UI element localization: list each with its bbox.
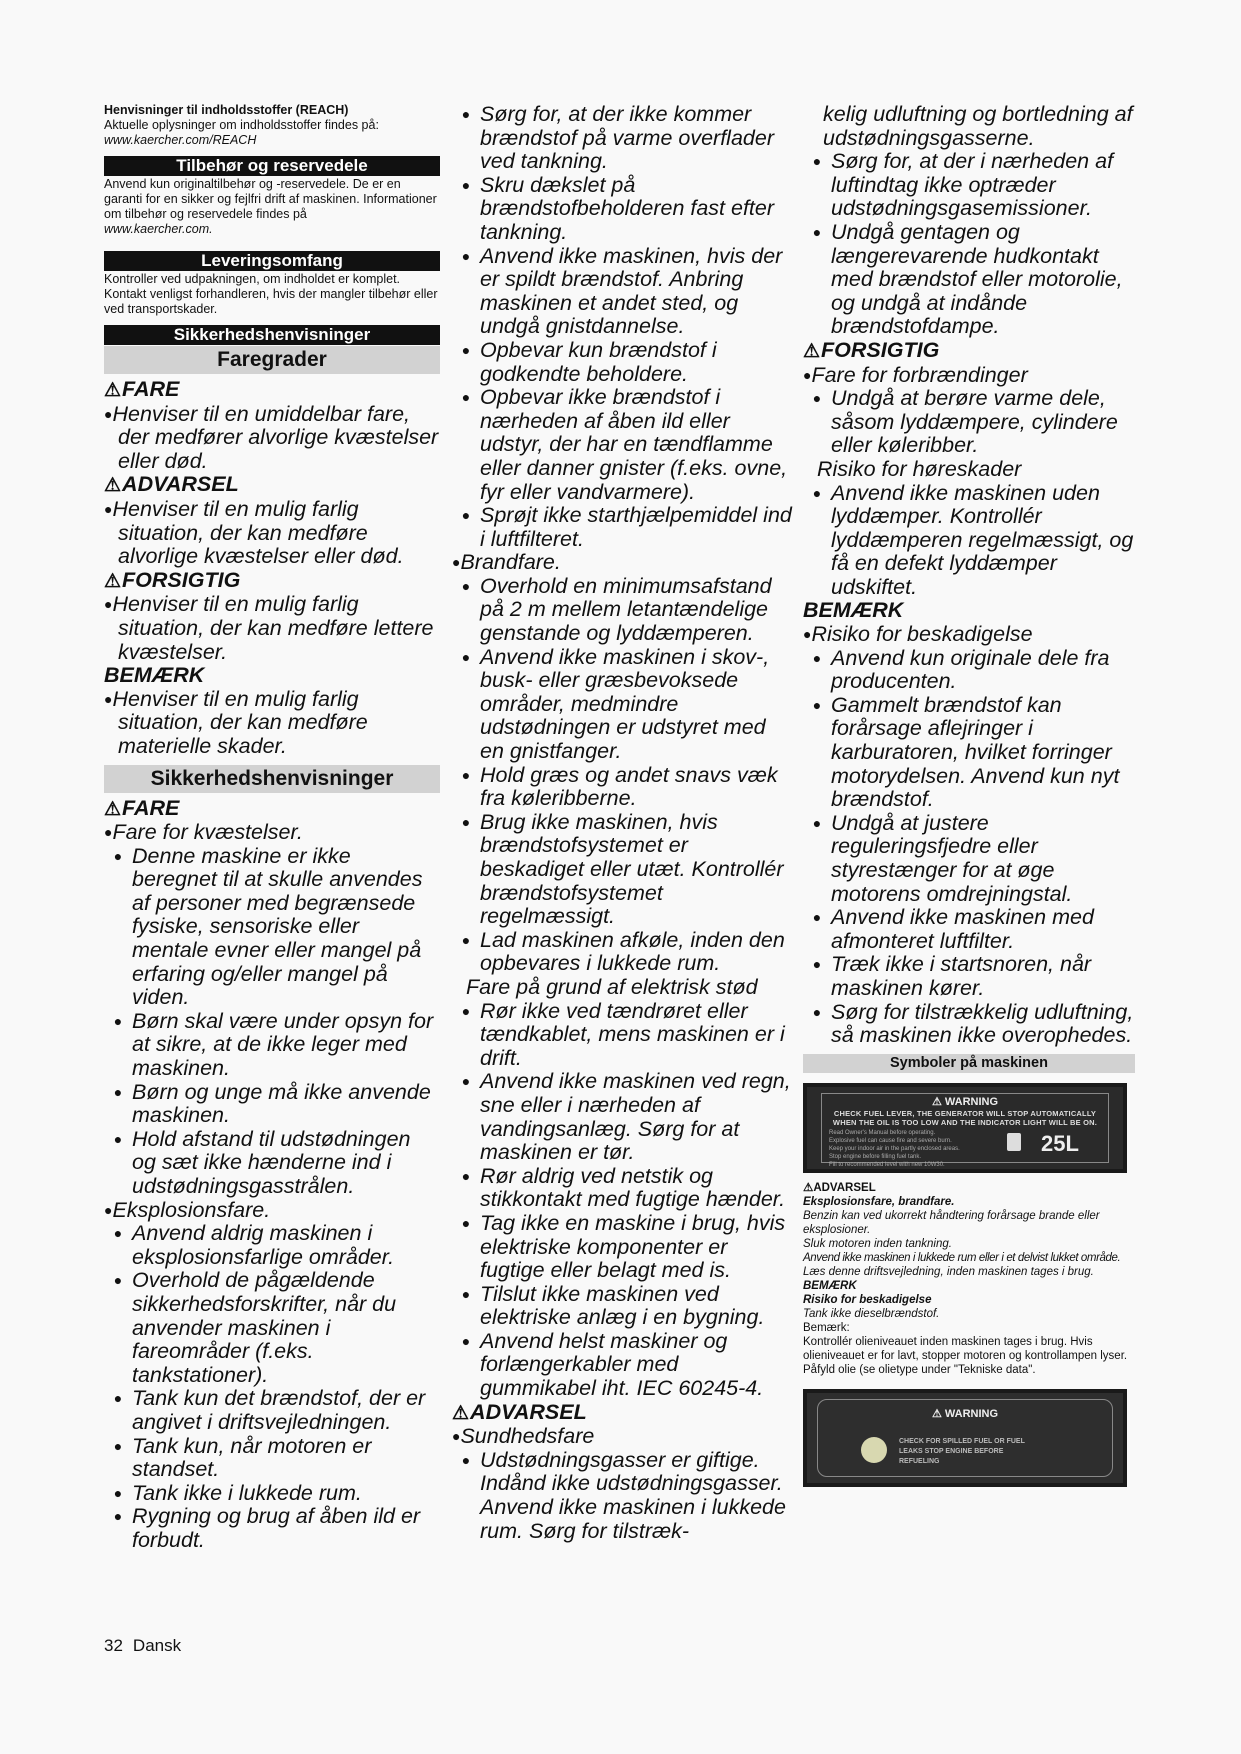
list-item: ● Anvend ikke maskinen uden lyddæmper. Kontrollér lyddæmperen regelmæssigt, og få en defekt lyddæmper udskiftet. [803, 482, 1145, 600]
sticker1-line: Benzin kan ved ukorrekt håndtering forårsage brande eller eksplosioner. [803, 1209, 1100, 1236]
list-item: ● Anvend ikke maskinen med afmonteret luftfilter. [803, 906, 1145, 953]
list-item: ● Lad maskinen afkøle, inden den opbevares i lukkede rum. [452, 929, 792, 976]
list-item: ● Overhold de pågældende sikkerhedsforskrifter, når du anvender maskinen i fareområder (f.eks. tankstationer). [104, 1269, 440, 1387]
column-1 [104, 103, 440, 1553]
bemaerk-text: ●Henviser til en mulig farlig situation, der kan medføre materielle skader. [104, 686, 368, 758]
warning-triangle-icon: ⚠ [803, 340, 821, 362]
damage-hazard: ●Risiko for beskadigelse [803, 622, 1033, 647]
continued-text: kelig udluftning og bortledning af udstødningsgasserne. [823, 102, 1133, 150]
sticker2-title: ⚠ WARNING [931, 1407, 999, 1420]
advarsel-label: ⚠ADVARSEL [104, 472, 239, 497]
list-item: ● Undgå at berøre varme dele, såsom lyddæmpere, cylindere eller køleribber. [803, 387, 1145, 458]
hazard-levels [104, 378, 440, 759]
list-item: ● Rør aldrig ved netstik og stikkontakt med fugtige hænder. [452, 1165, 792, 1212]
sticker1-diesel: Tank ikke dieselbrændstof. [803, 1307, 940, 1320]
list-item: ● Sørg for tilstrækkelig udluftning, så maskinen ikke overophedes. [803, 1001, 1145, 1048]
warning-triangle-icon: ⚠ [452, 1402, 470, 1424]
list-item: ● Denne maskine er ikke beregnet til at skulle anvendes af personer med begrænsede fysiske, sensoriske eller mentale evner eller mangel på erfaring og/eller mangel på viden. [104, 845, 440, 1010]
col3-list [803, 103, 1145, 1048]
reach-url: www.kaercher.com/REACH [104, 133, 257, 147]
list-item: ● Sørg for, at der ikke kommer brændstof på varme overflader ved tankning. [452, 103, 792, 174]
injury-hazard: ●Fare for kvæstelser. [104, 820, 303, 845]
list-item: ● Undgå gentagen og længerevarende hudkontakt med brændstof eller motorolie, og undgå at indånde brændstofdampe. [803, 221, 1145, 339]
health-hazard: ●Sundhedsfare [452, 1424, 595, 1449]
sticker1-note: Kontrollér olieniveauet inden maskinen tages i brug. Hvis olieniveauet er for lavt, stopper motoren og kontrollampen lyser. Påfyld olie (se olietype under "Tekniske data". [803, 1335, 1128, 1376]
list-item: ● Anvend ikke maskinen ved regn, sne eller i nærheden af vandingsanlæg. Sørg for at maskinen er tør. [452, 1070, 792, 1164]
sticker1-description [803, 1181, 1145, 1377]
fare-text: ●Henviser til en umiddelbar fare, der medfører alvorlige kvæstelser eller død. [104, 401, 439, 473]
safety2-list [104, 797, 440, 1553]
delivery-heading: Leveringsomfang [104, 251, 440, 271]
list-item: ● Skru dækslet på brændstofbeholderen fast efter tankning. [452, 174, 792, 245]
language-label: Dansk [132, 1636, 182, 1655]
explosion-hazard: ●Eksplosionsfare. [104, 1197, 271, 1222]
list-item: ● Udstødningsgasser er giftige. Indånd ikke udstødningsgasser. Anvend ikke maskinen i lukkede rum. Sørg for tilstræk- [452, 1449, 792, 1543]
accessories-url: www.kaercher.com. [104, 222, 213, 236]
list-item: ● Opbevar ikke brændstof i nærheden af åben ild eller udstyr, der har en tændflamme eller danner gnister (f.eks. ovne, fyr eller vandvarmere). [452, 386, 792, 504]
sticker2-text: CHECK FOR SPILLED FUEL OR FUEL LEAKS STOP ENGINE BEFORE REFUELING [899, 1437, 1025, 1465]
list-item: ● Tilslut ikke maskinen ved elektriske anlæg i en bygning. [452, 1283, 792, 1330]
fire-hazard: ●Brandfare. [452, 550, 561, 575]
list-item: ● Tank ikke i lukkede rum. [104, 1482, 440, 1506]
reach-section [104, 103, 440, 148]
sticker1-subtitle: Eksplosionsfare, brandfare. [803, 1195, 955, 1208]
sticker1-label: ⚠ADVARSEL [803, 1181, 876, 1194]
sticker1-line: Anvend ikke maskinen i lukkede rum eller i et delvist lukket område. [803, 1251, 1121, 1264]
list-item: ● Børn og unge må ikke anvende maskinen. [104, 1081, 440, 1128]
list-item: ● Træk ikke i startsnoren, når maskinen kører. [803, 953, 1145, 1000]
list-item: ● Tank kun det brændstof, der er angivet i driftsvejledningen. [104, 1387, 440, 1434]
col3-forsigtig-label: ⚠FORSIGTIG [803, 337, 940, 362]
list-item: ● Sørg for, at der i nærheden af luftindtag ikke optræder udstødningsgasemissioner. [803, 150, 1145, 221]
column-2 [452, 103, 792, 1543]
list-item: ● Hold græs og andet snavs væk fra køleribberne. [452, 764, 792, 811]
list-item: ● Rør ikke ved tændrøret eller tændkablet, mens maskinen er i drift. [452, 1000, 792, 1071]
warning-triangle-icon: ⚠ [104, 570, 122, 592]
accessories-text: Anvend kun originaltilbehør og -reservedele. De er en garanti for en sikker og fejlfri drift af maskinen. Informationer om tilbehør og reservedele findes på [104, 177, 437, 221]
list-item: ● Rygning og brug af åben ild er forbudt. [104, 1505, 440, 1552]
list-item: ● Børn skal være under opsyn for at sikre, at de ikke leger med maskinen. [104, 1010, 440, 1081]
no-fuel-icon [861, 1437, 887, 1463]
sticker1-damage: Risiko for beskadigelse [803, 1293, 932, 1306]
safety2-heading: Sikkerhedshenvisninger [104, 765, 440, 793]
sticker1-line: Sluk motoren inden tankning. [803, 1237, 952, 1250]
list-item: ● Brug ikke maskinen, hvis brændstofsystemet er beskadiget eller utæt. Kontrollér brændstofsystemet regelmæssigt. [452, 811, 792, 929]
list-item: ● Sprøjt ikke starthjælpemiddel ind i luftfilteret. [452, 504, 792, 551]
sticker1-note-label: Bemærk: [803, 1321, 850, 1334]
safety2-fare-label: ⚠FARE [104, 795, 180, 820]
electric-hazard: Fare på grund af elektrisk stød [466, 974, 758, 999]
col2-advarsel-label: ⚠ADVARSEL [452, 1399, 587, 1424]
advarsel-text: ●Henviser til en mulig farlig situation, der kan medføre alvorlige kvæstelser eller død. [104, 496, 404, 569]
hazard-levels-heading: Faregrader [104, 346, 440, 374]
bemaerk-label: BEMÆRK [104, 663, 205, 688]
fuel-pump-icon [1007, 1133, 1021, 1151]
reach-text: Aktuelle oplysninger om indholdsstoffer findes på: [104, 118, 379, 132]
accessories-heading: Tilbehør og reservedele [104, 156, 440, 176]
hearing-hazard: Risiko for høreskader [817, 456, 1022, 481]
fuel-safety-list [452, 103, 792, 1543]
fuel-warning-sticker [803, 1083, 1127, 1173]
list-item: ● Anvend ikke maskinen, hvis der er spildt brændstof. Anbring maskinen et andet sted, og undgå gnistdannelse. [452, 245, 792, 339]
warning-triangle-icon: ⚠ [803, 1181, 814, 1194]
list-item: ● Anvend aldrig maskinen i eksplosionsfarlige områder. [104, 1222, 440, 1269]
forsigtig-label: ⚠FORSIGTIG [104, 567, 241, 592]
list-item: ● Anvend ikke maskinen i skov-, busk- eller græsbevoksede områder, medmindre udstødningen er udstyret med en gnistfanger. [452, 646, 792, 764]
warning-triangle-icon: ⚠ [104, 475, 122, 497]
list-item: ● Gammelt brændstof kan forårsage aflejringer i karburatoren, hvilket forringer motorydelsen. Anvend kun nyt brændstof. [803, 694, 1145, 812]
safety-heading: Sikkerhedshenvisninger [104, 325, 440, 345]
warning-triangle-icon: ⚠ [104, 798, 122, 820]
list-item: ● Anvend helst maskiner og forlængerkabler med gummikabel iht. IEC 60245-4. [452, 1330, 792, 1401]
sticker-lines: Read Owner's Manual before operating. Explosive fuel can cause fire and severe burn. Keep your indoor air in the partly enclosed areas. Stop engine before filling fuel tank. Fill to recommended level with new 10W30. [829, 1129, 960, 1168]
forsigtig-text: ●Henviser til en mulig farlig situation, der kan medføre lettere kvæstelser. [104, 592, 434, 664]
sticker1-line: Læs denne driftsvejledning, inden maskinen tages i brug. [803, 1265, 1094, 1278]
col3-bemaerk-label: BEMÆRK [803, 598, 904, 623]
list-item: ● Tank kun, når motoren er standset. [104, 1435, 440, 1482]
fuel-capacity: 25L [1041, 1130, 1079, 1156]
list-item: ● Undgå at justere reguleringsfjedre eller styrestænger for at øge motorens omdrejningstal. [803, 812, 1145, 906]
fare-label: ⚠FARE [104, 377, 180, 401]
delivery-text: Kontroller ved udpakningen, om indholdet er komplet. Kontakt venligst forhandleren, hvis der mangler tilbehør eller ved transportskader. [104, 272, 438, 316]
list-item: ● Opbevar kun brændstof i godkendte beholdere. [452, 339, 792, 386]
page-footer [104, 1636, 181, 1656]
page-number: 32 [104, 1636, 123, 1655]
reach-title: Henvisninger til indholdsstoffer (REACH) [104, 103, 349, 117]
warning-triangle-icon: ⚠ [104, 380, 122, 401]
spill-warning-sticker [803, 1389, 1127, 1487]
accessories-section [104, 177, 440, 237]
symbols-heading: Symboler på maskinen [803, 1054, 1135, 1073]
sticker-caps: CHECK FUEL LEVER, THE GENERATOR WILL STOP AUTOMATICALLY WHEN THE OIL IS TOO LOW AND THE INDICATOR LIGHT WILL BE ON. [832, 1108, 1098, 1127]
sticker-title: ⚠ WARNING [931, 1095, 999, 1108]
list-item: ● Hold afstand til udstødningen og sæt ikke hænderne ind i udstødningsgasstrålen. [104, 1128, 440, 1199]
sticker1-bemaerk: BEMÆRK [803, 1279, 857, 1292]
column-3 [803, 103, 1145, 1495]
list-item: ● Tag ikke en maskine i brug, hvis elektriske komponenter er fugtige eller belagt med is. [452, 1212, 792, 1283]
list-item: ● Anvend kun originale dele fra producenten. [803, 647, 1145, 694]
list-item: ● Overhold en minimumsafstand på 2 m mellem letantændelige genstande og lyddæmperen. [452, 575, 792, 646]
burns-hazard: ●Fare for forbrændinger [803, 362, 1028, 387]
